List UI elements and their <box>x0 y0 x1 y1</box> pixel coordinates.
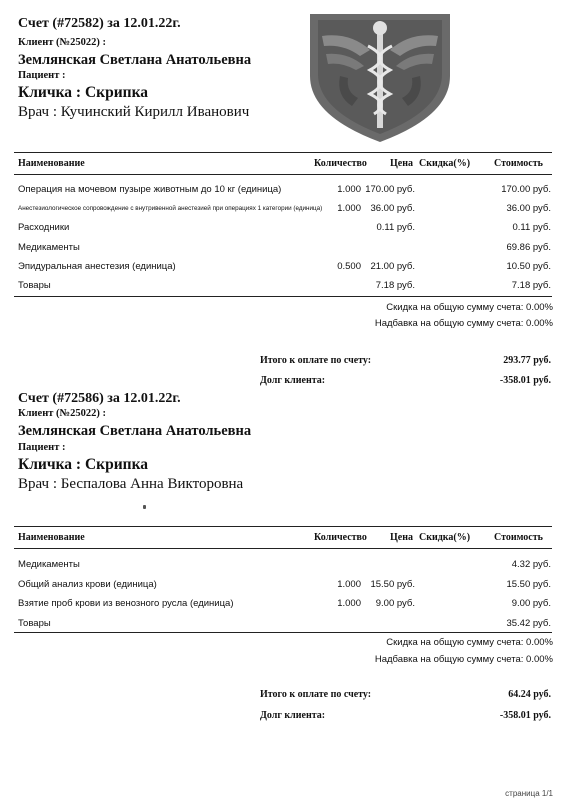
col-header-cost: Стоимость <box>494 532 543 543</box>
row-cost: 170.00 руб. <box>501 184 551 195</box>
row-cost: 69.86 руб. <box>506 241 551 253</box>
table-top-border <box>14 526 552 527</box>
row-cost: 4.32 руб. <box>511 559 551 570</box>
scan-speck <box>143 505 146 509</box>
row-price: 170.00 руб. <box>365 184 415 195</box>
col-header-discount: Скидка(%) <box>419 532 471 543</box>
row-price: 21.00 руб. <box>370 260 415 272</box>
table-bottom-border <box>14 632 552 633</box>
total-label: Итого к оплате по счету: <box>260 689 372 700</box>
row-name: Расходники <box>18 222 70 234</box>
row-name: Медикаменты <box>18 559 80 570</box>
col-header-name: Наименование <box>18 158 85 169</box>
pet-name: Кличка : Скрипка <box>18 456 149 473</box>
total-label: Итого к оплате по счету: <box>260 355 372 366</box>
client-name: Землянская Светлана Анатольевна <box>18 423 252 439</box>
doctor-name: Врач : Кучинский Кирилл Иванович <box>18 104 250 120</box>
page-number: страница 1/1 <box>505 789 553 798</box>
row-cost: 10.50 руб. <box>506 260 551 272</box>
row-name: Эпидуральная анестезия (единица) <box>18 260 176 272</box>
row-qty: 1.000 <box>337 203 361 215</box>
row-name: Товары <box>18 280 51 291</box>
row-name: Анестезиологическое сопровождение с внутривенной анестезией при операциях 1 категории (единица) <box>18 205 323 213</box>
header-bottom-border <box>14 174 552 175</box>
col-header-discount: Скидка(%) <box>419 158 471 169</box>
total-value: 64.24 руб. <box>508 689 551 700</box>
col-header-cost: Стоимость <box>494 158 543 169</box>
col-header-price: Цена <box>390 158 413 169</box>
table-bottom-border <box>14 296 552 297</box>
col-header-qty: Количество <box>314 158 367 169</box>
row-price: 0.11 руб. <box>376 222 415 234</box>
invoice-title: Счет (#72586) за 12.01.22г. <box>18 391 181 406</box>
debt-value: -358.01 руб. <box>499 375 551 386</box>
row-price: 15.50 руб. <box>370 578 415 590</box>
invoice-title: Счет (#72582) за 12.01.22г. <box>18 16 181 31</box>
row-cost: 7.18 руб. <box>511 280 551 291</box>
row-name: Общий анализ крови (единица) <box>18 578 157 590</box>
client-label: Клиент (№25022) : <box>18 37 106 48</box>
row-cost: 15.50 руб. <box>506 578 551 590</box>
row-cost: 36.00 руб. <box>506 203 551 215</box>
markup-note: Надбавка на общую сумму счета: 0.00% <box>374 318 553 329</box>
row-cost: 35.42 руб. <box>506 617 551 629</box>
table-top-border <box>14 152 552 153</box>
markup-note: Надбавка на общую сумму счета: 0.00% <box>374 654 553 665</box>
row-qty: 1.000 <box>337 578 361 590</box>
patient-label: Пациент : <box>18 70 66 81</box>
col-header-qty: Количество <box>314 532 367 543</box>
patient-label: Пациент : <box>18 442 66 453</box>
discount-note: Скидка на общую сумму счета: 0.00% <box>386 302 553 313</box>
row-price: 9.00 руб. <box>375 598 415 609</box>
row-name: Медикаменты <box>18 241 80 253</box>
col-header-name: Наименование <box>18 532 85 543</box>
row-price: 7.18 руб. <box>375 280 415 291</box>
discount-note: Скидка на общую сумму счета: 0.00% <box>386 637 553 648</box>
veterinary-caduceus-shield-icon <box>300 6 460 146</box>
debt-label: Долг клиента: <box>260 375 326 386</box>
row-qty: 0.500 <box>337 260 361 272</box>
row-cost: 0.11 руб. <box>512 222 551 234</box>
client-name: Землянская Светлана Анатольевна <box>18 52 252 68</box>
row-name: Взятие проб крови из венозного русла (единица) <box>18 598 234 609</box>
header-bottom-border <box>14 548 552 549</box>
row-name: Операция на мочевом пузыре животным до 10 кг (единица) <box>18 184 282 195</box>
row-price: 36.00 руб. <box>370 203 415 215</box>
pet-name: Кличка : Скрипка <box>18 84 149 101</box>
row-qty: 1.000 <box>337 598 361 609</box>
col-header-price: Цена <box>390 532 413 543</box>
client-label: Клиент (№25022) : <box>18 408 106 419</box>
total-value: 293.77 руб. <box>503 355 551 366</box>
row-name: Товары <box>18 617 51 629</box>
debt-value: -358.01 руб. <box>499 710 551 721</box>
row-qty: 1.000 <box>337 184 361 195</box>
debt-label: Долг клиента: <box>260 710 326 721</box>
row-cost: 9.00 руб. <box>511 598 551 609</box>
doctor-name: Врач : Беспалова Анна Викторовна <box>18 476 244 492</box>
